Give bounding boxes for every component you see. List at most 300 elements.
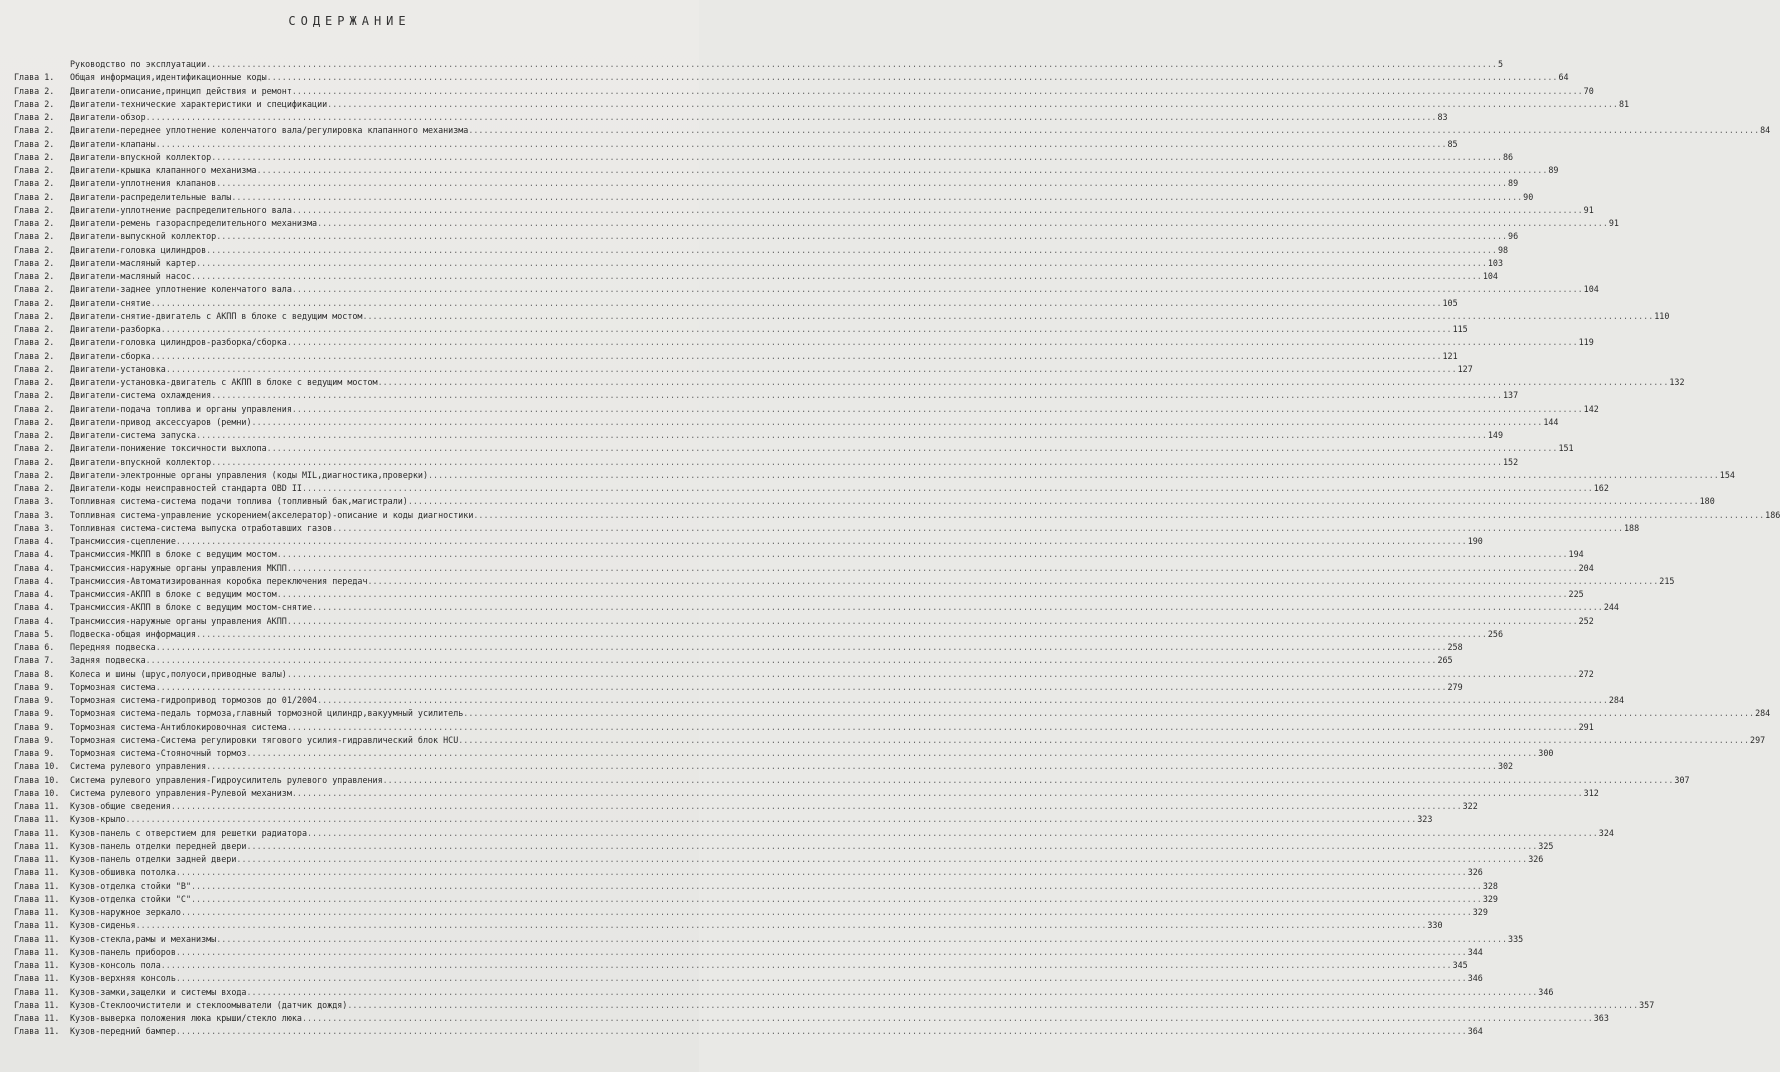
chapter-label: Глава 2. xyxy=(14,125,55,136)
dot-leader xyxy=(287,615,1578,628)
page-number: 83 xyxy=(1437,112,1448,122)
entry-title: Трансмиссия-АКПП в блоке с ведущим мостом xyxy=(70,589,277,599)
chapter-label: Глава 2. xyxy=(14,390,55,401)
toc-entry xyxy=(14,85,1594,98)
toc-entry xyxy=(14,469,1735,482)
chapter-label: Глава 11. xyxy=(14,946,60,957)
dot-leader xyxy=(136,919,1427,932)
page-number: 91 xyxy=(1583,204,1594,215)
page-number: 330 xyxy=(1427,920,1443,931)
chapter-label: Глава 11. xyxy=(14,933,60,944)
dot-leader xyxy=(191,270,1482,283)
entry-title: Двигатели-система запуска xyxy=(70,430,197,440)
dot-leader xyxy=(236,853,1527,866)
entry-title: Двигатели-привод аксессуаров (ремни) xyxy=(70,416,252,427)
chapter-label: Глава 4. xyxy=(14,615,55,626)
dot-leader xyxy=(307,827,1598,840)
dot-leader xyxy=(166,363,1457,376)
entry-title: Трансмиссия-сцепление xyxy=(70,536,176,546)
toc-entry xyxy=(14,588,1584,601)
page-number: 144 xyxy=(1543,416,1559,427)
entry-title: Двигатели-сборка xyxy=(70,350,151,361)
entry-title: Кузов-общие сведения xyxy=(70,801,171,811)
dot-leader xyxy=(428,469,1719,482)
dot-leader xyxy=(277,588,1568,601)
entry-title: Тормозная система xyxy=(70,681,156,692)
chapter-label: Глава 2. xyxy=(14,350,55,361)
toc-entry xyxy=(14,906,1488,919)
chapter-label: Глава 11. xyxy=(14,973,60,984)
chapter-label: Глава 2. xyxy=(14,85,55,96)
dot-leader xyxy=(196,257,1487,270)
dot-leader xyxy=(156,681,1447,694)
entry-title: Кузов-крыло xyxy=(70,814,126,825)
entry-title: Кузов-наружное зеркало xyxy=(70,907,181,917)
entry-title: Двигатели-масляный насос xyxy=(70,271,192,281)
entry-title: Двигатели-головка цилиндров xyxy=(70,244,207,255)
page-number: 194 xyxy=(1568,549,1584,560)
dot-leader xyxy=(171,800,1462,813)
page-number: 300 xyxy=(1538,748,1554,758)
toc-entry xyxy=(14,124,1771,137)
dot-leader xyxy=(176,1025,1467,1038)
dot-leader xyxy=(463,707,1754,720)
dot-leader xyxy=(287,336,1578,349)
chapter-label: Глава 11. xyxy=(14,999,60,1010)
entry-title: Двигатели-коды неисправностей стандарта OBD II xyxy=(70,483,302,493)
page-number: 5 xyxy=(1497,59,1503,69)
entry-title: Двигатели-уплотнения клапанов xyxy=(70,178,217,189)
toc-entry xyxy=(14,562,1594,575)
page-number: 70 xyxy=(1583,85,1594,96)
toc-entry xyxy=(14,774,1690,787)
toc-entry xyxy=(14,866,1483,879)
page-number: 284 xyxy=(1755,708,1771,719)
dot-leader xyxy=(206,244,1497,257)
dot-leader xyxy=(125,813,1416,826)
chapter-label: Глава 2. xyxy=(14,363,55,374)
page-number: 325 xyxy=(1538,840,1554,851)
entry-title: Кузов-сиденья xyxy=(70,920,136,931)
dot-leader xyxy=(146,654,1437,667)
page-number: 152 xyxy=(1502,456,1519,467)
page-number: 279 xyxy=(1447,681,1463,692)
chapter-label: Глава 8. xyxy=(14,668,55,679)
dot-leader xyxy=(257,164,1548,177)
toc-entry xyxy=(14,217,1619,230)
dot-leader xyxy=(246,747,1537,760)
page-number: 346 xyxy=(1538,986,1554,997)
entry-title: Тормозная система-Система регулировки тягового усилия-гидравлический блок HCU xyxy=(70,734,459,745)
chapter-label: Глава 7. xyxy=(14,655,55,666)
entry-title: Кузов-Стеклоочистители и стеклоомыватели (датчик дождя) xyxy=(70,999,348,1010)
page-number: 84 xyxy=(1760,125,1771,136)
toc-entry xyxy=(14,668,1594,681)
chapter-label: Глава 4. xyxy=(14,575,55,586)
toc-entry xyxy=(14,694,1625,707)
chapter-label: Глава 6. xyxy=(14,642,55,652)
page-number: 215 xyxy=(1659,575,1675,586)
entry-title: Кузов-стекла,рамы и механизмы xyxy=(70,933,217,944)
dot-leader xyxy=(151,297,1442,310)
toc-entry xyxy=(14,389,1519,402)
dot-leader xyxy=(267,71,1558,84)
entry-title: Топливная система-система подачи топлива (топливный бак,магистрали) xyxy=(70,496,408,507)
chapter-label: Глава 11. xyxy=(14,867,60,878)
dot-leader xyxy=(176,866,1467,879)
entry-title: Двигатели-описание,принцип действия и ремонт xyxy=(70,85,292,96)
page-number: 256 xyxy=(1487,628,1503,639)
toc-entry xyxy=(14,615,1594,628)
entry-title: Двигатели-уплотнение распределительного вала xyxy=(70,204,292,215)
dot-leader xyxy=(292,283,1583,296)
chapter-label: Глава 9. xyxy=(14,695,55,705)
toc-entry xyxy=(14,151,1514,164)
chapter-label: Глава 11. xyxy=(14,960,60,970)
chapter-label: Глава 11. xyxy=(14,1013,60,1023)
page-number: 225 xyxy=(1568,589,1584,599)
toc-entry xyxy=(14,482,1609,495)
chapter-label: Глава 9. xyxy=(14,681,55,692)
page-number: 272 xyxy=(1578,668,1594,679)
page-number: 284 xyxy=(1608,695,1625,705)
page-number: 363 xyxy=(1593,1013,1609,1023)
chapter-label: Глава 11. xyxy=(14,827,60,838)
toc-entry xyxy=(14,654,1453,667)
chapter-label: Глава 1. xyxy=(14,72,55,83)
toc-entry xyxy=(14,310,1670,323)
dot-leader xyxy=(292,85,1583,98)
entry-title: Кузов-передний бампер xyxy=(70,1026,176,1037)
dot-leader xyxy=(216,177,1507,190)
dot-leader xyxy=(156,138,1447,151)
page-number: 329 xyxy=(1472,907,1488,917)
toc-entry xyxy=(14,986,1554,999)
page-number: 137 xyxy=(1502,390,1519,401)
toc-entry xyxy=(14,853,1544,866)
toc-entry xyxy=(14,628,1503,641)
page-number: 96 xyxy=(1508,231,1519,242)
toc-entry xyxy=(14,933,1524,946)
toc-entry xyxy=(14,270,1498,283)
dot-leader xyxy=(368,575,1659,588)
page-number: 86 xyxy=(1502,151,1514,162)
chapter-label: Глава 5. xyxy=(14,628,55,639)
page-number: 162 xyxy=(1593,483,1609,493)
page-number: 121 xyxy=(1442,350,1458,361)
toc-entry xyxy=(14,323,1468,336)
entry-title: Двигатели-электронные органы управления (коды MIL,диагностика,проверки) xyxy=(70,469,428,480)
entry-title: Кузов-панель с отверстием для решетки радиатора xyxy=(70,827,307,838)
dot-leader xyxy=(161,323,1452,336)
chapter-label: Глава 2. xyxy=(14,231,55,242)
toc-entry xyxy=(14,840,1554,853)
page-number: 105 xyxy=(1442,297,1458,308)
dot-leader xyxy=(458,734,1749,747)
entry-title: Система рулевого управления-Рулевой механизм xyxy=(70,787,292,798)
entry-title: Кузов-панель приборов xyxy=(70,946,176,957)
chapter-label: Глава 2. xyxy=(14,416,55,427)
toc-entry xyxy=(14,442,1574,455)
entry-title: Трансмиссия-наружные органы управления АКПП xyxy=(70,615,287,626)
entry-title: Колеса и шины (шрус,полуоси,приводные валы) xyxy=(70,668,287,679)
entry-title: Двигатели-разборка xyxy=(70,324,161,334)
page-number: 180 xyxy=(1699,496,1715,507)
toc-entry xyxy=(14,495,1715,508)
toc-entry xyxy=(14,244,1509,257)
toc-entry xyxy=(14,880,1498,893)
chapter-label: Глава 3. xyxy=(14,509,55,520)
dot-leader xyxy=(246,986,1537,999)
entry-title: Тормозная система-Стояночный тормоз xyxy=(70,748,247,758)
dot-leader xyxy=(287,721,1578,734)
toc-entry xyxy=(14,827,1614,840)
chapter-label: Глава 2. xyxy=(14,403,55,414)
dot-leader xyxy=(211,151,1502,164)
entry-title: Двигатели-установка xyxy=(70,363,166,374)
toc-entry xyxy=(14,707,1771,720)
dot-leader xyxy=(317,217,1608,230)
page-title: СОДЕРЖАНИЕ xyxy=(288,14,411,28)
dot-leader xyxy=(196,628,1487,641)
dot-leader xyxy=(196,429,1487,442)
dot-leader xyxy=(176,972,1467,985)
page-number: 357 xyxy=(1639,999,1655,1010)
toc-entry xyxy=(14,747,1554,760)
dot-leader xyxy=(362,310,1653,323)
entry-title: Двигатели-впускной коллектор xyxy=(70,456,212,467)
dot-leader xyxy=(312,601,1603,614)
toc-entry xyxy=(14,456,1519,469)
chapter-label: Глава 11. xyxy=(14,801,60,811)
page-number: 345 xyxy=(1452,960,1468,970)
toc-entry xyxy=(14,297,1458,310)
toc-entry xyxy=(14,813,1433,826)
toc-entry xyxy=(14,919,1443,932)
chapter-label: Глава 11. xyxy=(14,854,60,864)
page-number: 89 xyxy=(1548,165,1559,175)
entry-title: Кузов-замки,защелки и системы входа xyxy=(70,986,247,997)
dot-leader xyxy=(287,562,1578,575)
entry-title: Двигатели-снятие xyxy=(70,297,151,308)
dot-leader xyxy=(287,668,1578,681)
toc-entry xyxy=(14,111,1448,124)
page-number: 329 xyxy=(1482,893,1498,904)
entry-title: Двигатели-переднее уплотнение коленчатого вала/регулировка клапанного механизма xyxy=(70,125,469,136)
dot-leader xyxy=(332,522,1623,535)
toc-entry xyxy=(14,429,1503,442)
page-number: 258 xyxy=(1447,642,1463,652)
entry-title: Кузов-отделка стойки "B" xyxy=(70,880,192,891)
dot-leader xyxy=(176,946,1467,959)
entry-title: Передняя подвеска xyxy=(70,642,156,652)
entry-title: Кузов-панель отделки передней двери xyxy=(70,840,247,851)
chapter-label: Глава 2. xyxy=(14,337,55,348)
page-number: 98 xyxy=(1497,244,1509,255)
entry-title: Кузов-обшивка потолка xyxy=(70,867,176,878)
chapter-label: Глава 2. xyxy=(14,204,55,215)
page-number: 252 xyxy=(1578,615,1594,626)
dot-leader xyxy=(176,535,1467,548)
dot-leader xyxy=(302,482,1593,495)
chapter-label: Глава 10. xyxy=(14,774,60,785)
entry-title: Двигатели-установка-двигатель с АКПП в блоке с ведущим мостом xyxy=(70,377,378,387)
entry-title: Кузов-верхняя консоль xyxy=(70,973,176,984)
chapter-label: Глава 2. xyxy=(14,178,55,189)
entry-title: Топливная система-система выпуска отработавших газов xyxy=(70,522,333,533)
page-number: 89 xyxy=(1508,178,1519,189)
toc-entry xyxy=(14,721,1594,734)
entry-title: Тормозная система-гидропривод тормозов до 01/2004 xyxy=(70,695,318,705)
chapter-label: Глава 4. xyxy=(14,536,55,546)
dot-leader xyxy=(378,376,1669,389)
dot-leader xyxy=(206,760,1497,773)
page-number: 149 xyxy=(1487,430,1503,440)
dot-leader xyxy=(146,111,1437,124)
chapter-label: Глава 4. xyxy=(14,589,55,599)
dot-leader xyxy=(206,58,1497,71)
toc-entry xyxy=(14,800,1478,813)
toc-entry xyxy=(14,177,1519,190)
toc-entry xyxy=(14,959,1468,972)
page-number: 154 xyxy=(1719,469,1735,480)
dot-leader xyxy=(468,124,1759,137)
page-number: 115 xyxy=(1452,324,1468,334)
toc-entry xyxy=(14,58,1503,71)
toc-entry xyxy=(14,138,1458,151)
dot-leader xyxy=(191,893,1482,906)
toc-entry xyxy=(14,734,1766,747)
chapter-label: Глава 11. xyxy=(14,893,60,904)
dot-leader xyxy=(347,999,1638,1012)
entry-title: Трансмиссия-АКПП в блоке с ведущим мостом-снятие xyxy=(70,602,313,613)
entry-title: Кузов-консоль пола xyxy=(70,960,161,970)
chapter-label: Глава 2. xyxy=(14,271,55,281)
page-number: 132 xyxy=(1669,377,1685,387)
chapter-label: Глава 4. xyxy=(14,562,55,573)
entry-title: Двигатели-технические характеристики и спецификации xyxy=(70,98,328,109)
entry-title: Кузов-отделка стойки "C" xyxy=(70,893,192,904)
dot-leader xyxy=(216,933,1507,946)
chapter-label: Глава 9. xyxy=(14,734,55,745)
toc-entry xyxy=(14,787,1599,800)
toc-entry xyxy=(14,535,1483,548)
dot-leader xyxy=(292,403,1583,416)
chapter-label: Глава 11. xyxy=(14,840,60,851)
toc-entry xyxy=(14,509,1780,522)
entry-title: Двигатели-понижение токсичности выхлопа xyxy=(70,443,267,454)
toc-entry xyxy=(14,283,1599,296)
chapter-label: Глава 2. xyxy=(14,218,55,228)
toc-entry xyxy=(14,191,1534,204)
page-number: 127 xyxy=(1457,363,1473,374)
toc-entry xyxy=(14,204,1594,217)
toc-entry xyxy=(14,760,1514,773)
entry-title: Топливная система-управление ускорением(акселератор)-описание и коды диагностики xyxy=(70,509,474,520)
page-number: 64 xyxy=(1558,72,1569,83)
chapter-label: Глава 9. xyxy=(14,708,55,719)
dot-leader xyxy=(473,509,1764,522)
toc-entry xyxy=(14,641,1463,654)
chapter-label: Глава 11. xyxy=(14,907,60,917)
chapter-label: Глава 2. xyxy=(14,112,55,122)
dot-leader xyxy=(161,959,1452,972)
toc-entry xyxy=(14,601,1619,614)
page-number: 307 xyxy=(1674,774,1690,785)
entry-title: Руководство по эксплуатации xyxy=(70,59,207,69)
entry-title: Двигатели-обзор xyxy=(70,112,146,122)
chapter-label: Глава 2. xyxy=(14,257,55,268)
chapter-label: Глава 2. xyxy=(14,98,55,109)
page-number: 324 xyxy=(1598,827,1614,838)
page-number: 104 xyxy=(1583,284,1599,295)
entry-title: Двигатели-клапаны xyxy=(70,138,156,149)
entry-title: Двигатели-система охлаждения xyxy=(70,390,212,401)
chapter-label: Глава 2. xyxy=(14,469,55,480)
entry-title: Тормозная система-Антиблокировочная система xyxy=(70,721,287,732)
page-number: 81 xyxy=(1618,98,1630,109)
chapter-label: Глава 4. xyxy=(14,602,55,613)
page-number: 104 xyxy=(1482,271,1498,281)
toc-entry xyxy=(14,363,1473,376)
page-number: 190 xyxy=(1467,536,1483,546)
entry-title: Трансмиссия-Автоматизированная коробка переключения передач xyxy=(70,575,368,586)
toc-entry xyxy=(14,376,1685,389)
dot-leader xyxy=(252,416,1543,429)
page-number: 328 xyxy=(1482,880,1498,891)
entry-title: Двигатели-выпускной коллектор xyxy=(70,231,217,242)
page-number: 119 xyxy=(1578,337,1594,348)
toc-entry xyxy=(14,230,1519,243)
page-number: 346 xyxy=(1467,973,1483,984)
chapter-label: Глава 11. xyxy=(14,986,60,997)
page-number: 142 xyxy=(1583,403,1599,414)
toc-entry xyxy=(14,548,1584,561)
dot-leader xyxy=(191,880,1482,893)
chapter-label: Глава 9. xyxy=(14,721,55,732)
page-number: 85 xyxy=(1447,138,1458,149)
toc-entry xyxy=(14,681,1463,694)
page-number: 151 xyxy=(1558,443,1574,454)
toc-entry xyxy=(14,522,1640,535)
chapter-label: Глава 2. xyxy=(14,244,55,255)
dot-leader xyxy=(231,191,1522,204)
page-number: 335 xyxy=(1508,933,1524,944)
entry-title: Система рулевого управления xyxy=(70,761,207,772)
entry-title: Трансмиссия-МКПП в блоке с ведущим мостом xyxy=(70,549,277,560)
chapter-label: Глава 2. xyxy=(14,377,55,387)
entry-title: Двигатели-заднее уплотнение коленчатого вала xyxy=(70,284,292,295)
page-number: 291 xyxy=(1578,721,1594,732)
page-number: 312 xyxy=(1583,787,1599,798)
toc-entry xyxy=(14,164,1559,177)
dot-leader xyxy=(246,840,1537,853)
chapter-label: Глава 2. xyxy=(14,191,55,202)
entry-title: Двигатели-масляный картер xyxy=(70,257,197,268)
page-number: 302 xyxy=(1497,761,1514,772)
chapter-label: Глава 2. xyxy=(14,284,55,295)
chapter-label: Глава 2. xyxy=(14,138,55,149)
chapter-label: Глава 11. xyxy=(14,1026,60,1037)
chapter-label: Глава 3. xyxy=(14,496,55,507)
chapter-label: Глава 11. xyxy=(14,920,60,931)
chapter-label: Глава 2. xyxy=(14,430,55,440)
chapter-label: Глава 2. xyxy=(14,297,55,308)
entry-title: Кузов-панель отделки задней двери xyxy=(70,854,237,864)
toc-entry xyxy=(14,946,1483,959)
entry-title: Двигатели-подача топлива и органы управления xyxy=(70,403,292,414)
page-number: 204 xyxy=(1578,562,1594,573)
